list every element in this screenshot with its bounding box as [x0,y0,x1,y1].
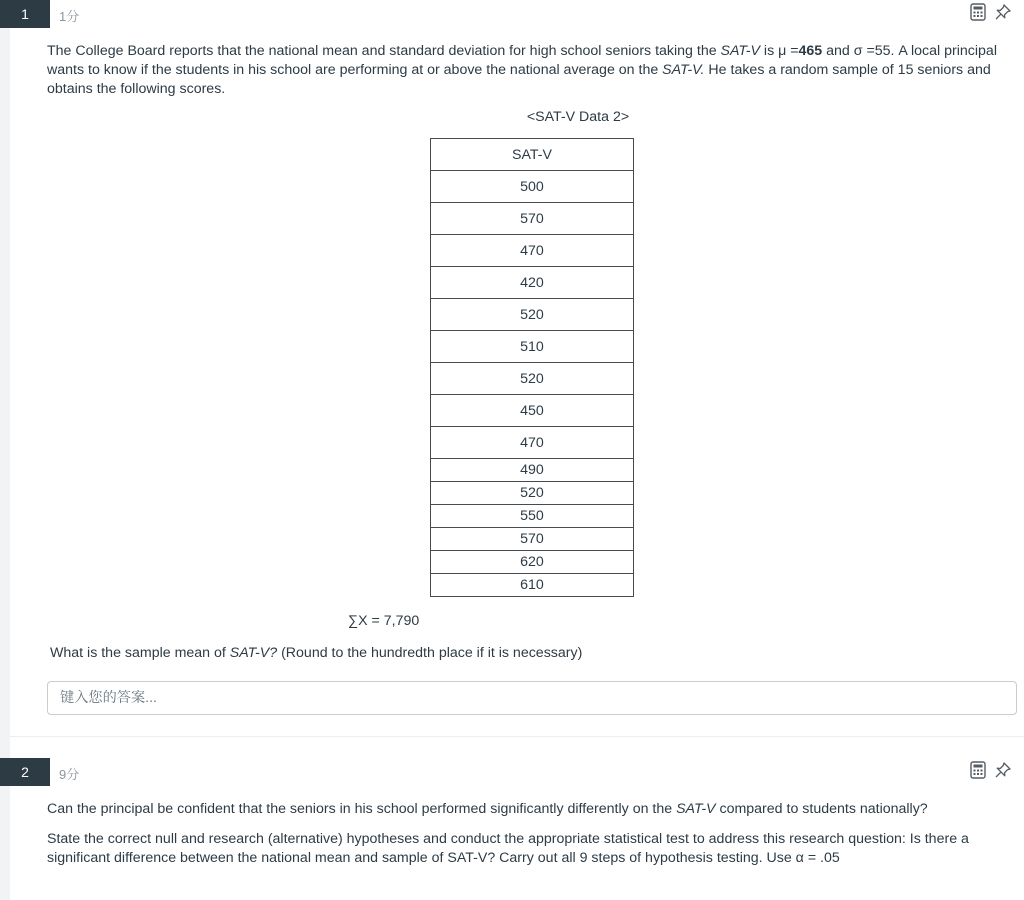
table-cell: 520 [431,363,634,395]
table-cell: 500 [431,171,634,203]
answer-input[interactable] [47,681,1017,715]
table-cell: 620 [431,551,634,574]
table-caption: <SAT-V Data 2> [526,109,630,125]
table-cell: 490 [431,459,634,482]
question-tools [970,761,1012,779]
calculator-icon[interactable] [970,3,986,21]
question-text: Can the principal be confident that the seniors in his school performed significantly differently on the SAT-V compared to students nationally? [47,801,928,817]
table-cell: 510 [431,331,634,363]
question-number-badge: 2 [0,758,50,786]
table-cell: 570 [431,528,634,551]
table-cell: 550 [431,505,634,528]
table-cell: 420 [431,267,634,299]
table-cell: 520 [431,299,634,331]
question-number-badge: 1 [0,0,50,28]
pin-icon[interactable] [994,3,1012,21]
table-cell: 450 [431,395,634,427]
sum-formula: ∑X = 7,790 [348,613,420,629]
question-prompt: What is the sample mean of SAT-V? (Round to the hundredth place if it is necessary) [50,645,583,661]
table-cell: 570 [431,203,634,235]
question-divider [10,736,1024,737]
question-instructions: State the correct null and research (alternative) hypotheses and conduct the appropriate statistical test to address this research question: Is there a significant difference between the national mean and sample of SAT-V? Carry out all 9 steps of hypothesis testing. Use α = .05 [47,831,969,866]
pin-icon[interactable] [994,761,1012,779]
question-points: 9分 [59,767,80,782]
sat-v-data-table [430,138,634,597]
table-cell: 470 [431,427,634,459]
calculator-icon[interactable] [970,761,986,779]
table-cell: 610 [431,574,634,597]
question-points: 1分 [59,9,80,24]
question-tools [970,3,1012,21]
table-cell: 520 [431,482,634,505]
table-header: SAT-V [431,139,634,171]
table-cell: 470 [431,235,634,267]
question-text: The College Board reports that the national mean and standard deviation for high school seniors taking the SAT-V is μ =465 and σ =55. A local principal wants to know if the students in his school are performing at or above the national average on the SAT-V. He takes a random sample of 15 seniors and obtains the following scores. [47,43,997,97]
